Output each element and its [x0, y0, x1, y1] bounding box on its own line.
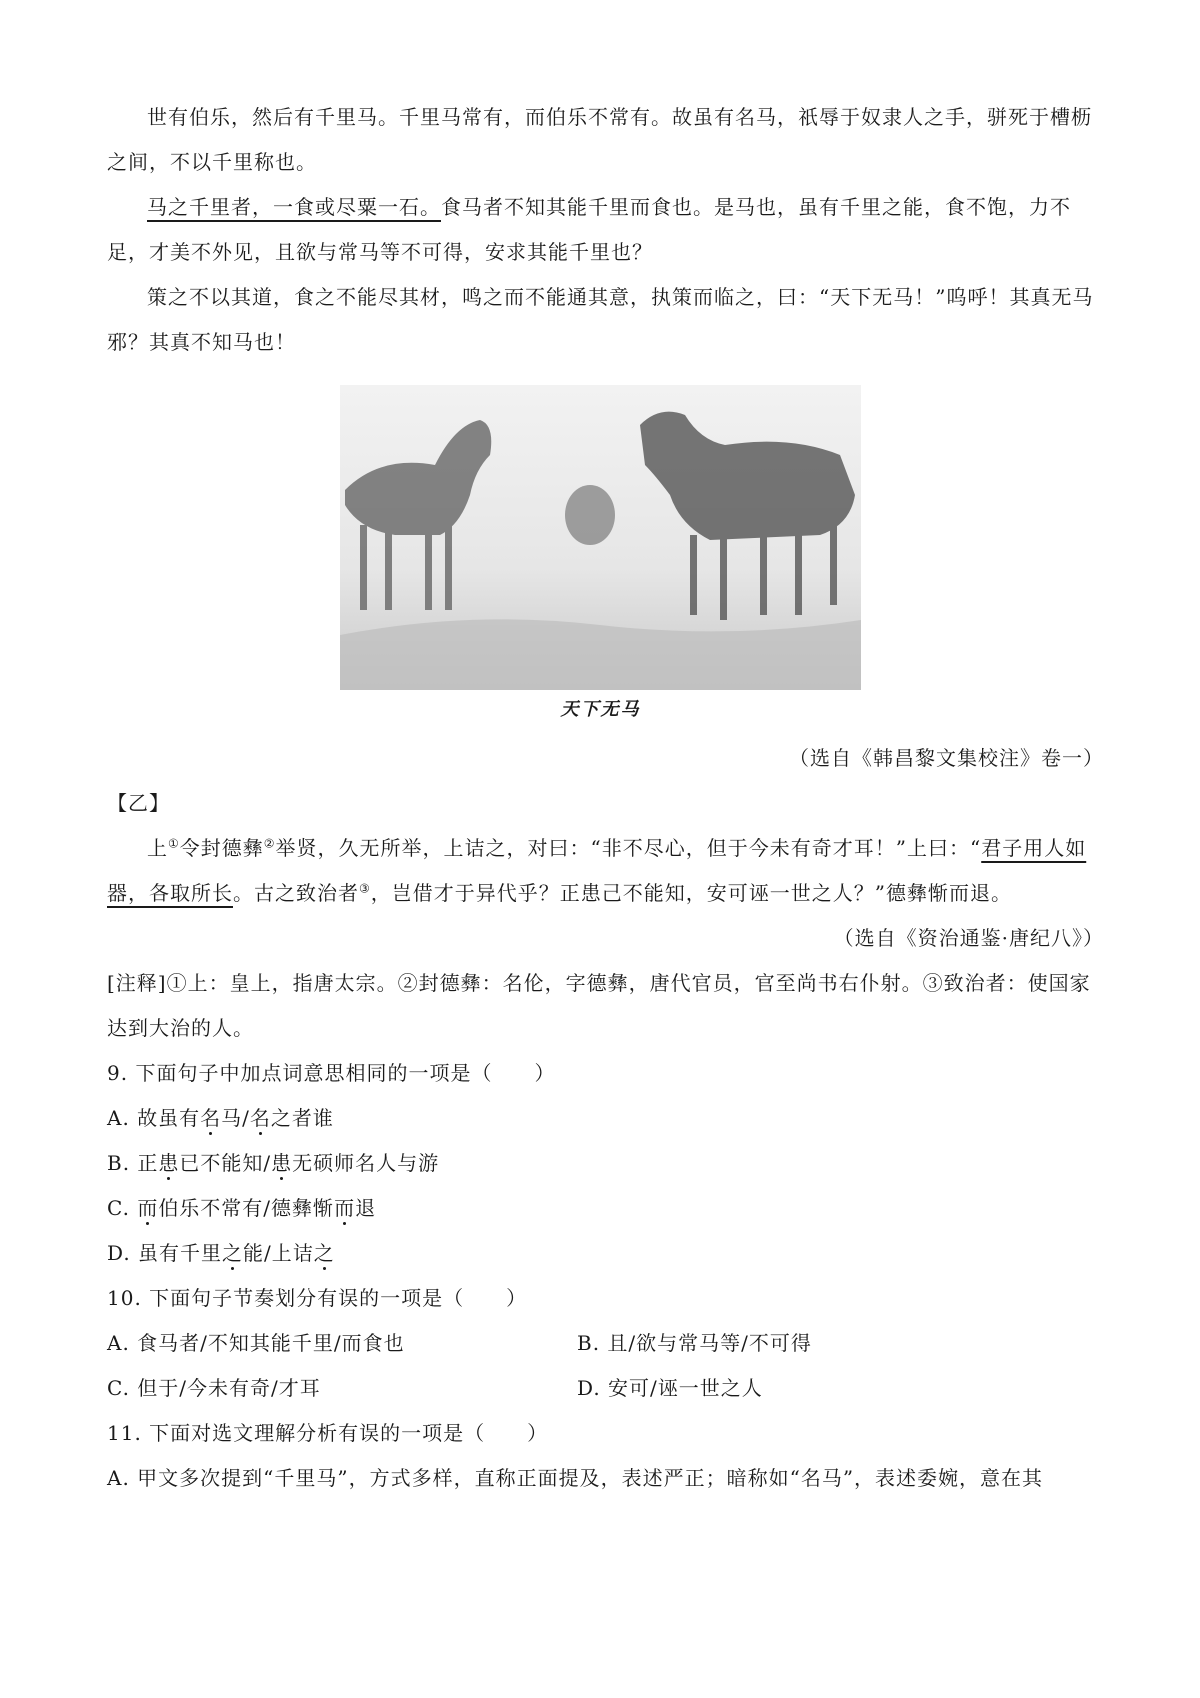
q9-d-pre: D. 虽有千里 [107, 1241, 223, 1265]
q9-b-dot1: 患 [158, 1151, 180, 1175]
q11-stem: 11. 下面对选文理解分析有误的一项是（ ） [107, 1421, 549, 1445]
q10-option-a: A. 食马者/不知其能千里/而食也 [107, 1331, 405, 1355]
jia-paragraph-1: 世有伯乐，然后有千里马。千里马常有，而伯乐不常有。故虽有名马，祇辱于奴隶人之手，骈死于槽枥之间，不以千里称也。 [107, 105, 1092, 174]
person-figure [565, 485, 615, 545]
q9-c-post: 退 [355, 1196, 377, 1220]
passage-yi [107, 736, 1104, 1501]
q9-a-pre: A. 故虽有 [107, 1106, 201, 1130]
q9-b-dot2: 患 [271, 1151, 293, 1175]
q9-a-dot2: 名 [249, 1106, 271, 1130]
q9-b-mid: 已不能知/ [179, 1151, 272, 1175]
q9-d-mid: 能/上诘 [243, 1241, 314, 1265]
q9-c-dot1: 而 [137, 1196, 159, 1220]
jia-source: （选自《韩昌黎文集校注》卷一） [789, 746, 1104, 770]
q9-c-dot2: 而 [334, 1196, 356, 1220]
yi-heading: 【乙】 [107, 791, 170, 815]
q11-option-a: A. 甲文多次提到“千里马”，方式多样，直称正面提及，表述严正；暗称如“名马”，表述委婉，意在其 [107, 1466, 1044, 1490]
q10-option-d: D. 安可/诬一世之人 [577, 1376, 763, 1400]
yi-source: （选自《资治通鉴·唐纪八》） [833, 926, 1104, 950]
note-marker-2: ② [263, 836, 276, 851]
yi-paragraph [107, 826, 1104, 916]
q9-c-mid: 伯乐不常有/德彝惭 [158, 1196, 335, 1220]
q9-stem: 9. 下面句子中加点词意思相同的一项是（ ） [107, 1061, 556, 1085]
q9-c-pre: C. [107, 1196, 138, 1220]
q9-a-post: 之者谁 [270, 1106, 334, 1130]
q9-option-d [107, 1231, 1104, 1276]
q9-option-b [107, 1141, 1104, 1186]
note-marker-3: ③ [359, 881, 371, 896]
yi-text-b: 令封德彝 [179, 836, 264, 860]
q9-d-dot1: 之 [222, 1241, 244, 1265]
yi-text-d: 。古之致治者 [233, 881, 359, 905]
q9-a-mid: 马/ [221, 1106, 250, 1130]
figure-caption: 天下无马 [560, 699, 641, 720]
yi-text-e: ，岂借才于异代乎？正患己不能知，安可诬一世之人？”德彝惭而退。 [370, 881, 1012, 905]
q10-option-c: C. 但于/今未有奇/才耳 [107, 1376, 321, 1400]
q10-stem: 10. 下面句子节奏划分有误的一项是（ ） [107, 1286, 528, 1310]
q10-row-2 [107, 1366, 1104, 1411]
q10-row-1 [107, 1321, 1104, 1366]
passage-jia [107, 95, 1104, 365]
q9-option-c [107, 1186, 1104, 1231]
yi-text-a: 上 [147, 836, 168, 860]
q9-option-a [107, 1096, 1104, 1141]
q9-d-dot2: 之 [313, 1241, 335, 1265]
q10-option-b: B. 且/欲与常马等/不可得 [577, 1331, 812, 1355]
q9-b-pre: B. 正 [107, 1151, 159, 1175]
yi-underlined: 君子用人如器，各取所长 [107, 836, 1087, 905]
jia-paragraph-2-rest: 食马者不知其能千里而食也。是马也，虽有千里之能，食不饱，力不足，才美不外见，且欲与常马等不可得，安求其能千里也？ [107, 195, 1071, 264]
q9-a-dot1: 名 [200, 1106, 222, 1130]
note-marker-1: ① [168, 836, 180, 851]
horses-illustration [340, 385, 861, 720]
annotation: [注释]①上：皇上，指唐太宗。②封德彝：名伦，字德彝，唐代官员，官至尚书右仆射。③致治者：使国家达到大治的人。 [107, 971, 1091, 1040]
underlined-sentence: 马之千里者，一食或尽粟一石。 [147, 195, 441, 219]
q9-b-post: 无硕师名人与游 [292, 1151, 440, 1175]
horses-image [340, 385, 861, 690]
jia-paragraph-2 [107, 185, 1104, 275]
yi-text-c: 举贤，久无所举，上诘之，对曰：“非不尽心，但于今未有奇才耳！”上曰：“ [275, 836, 982, 860]
jia-paragraph-3: 策之不以其道，食之不能尽其材，鸣之而不能通其意，执策而临之，曰：“天下无马！”呜呼！其真无马邪？其真不知马也！ [107, 285, 1094, 354]
